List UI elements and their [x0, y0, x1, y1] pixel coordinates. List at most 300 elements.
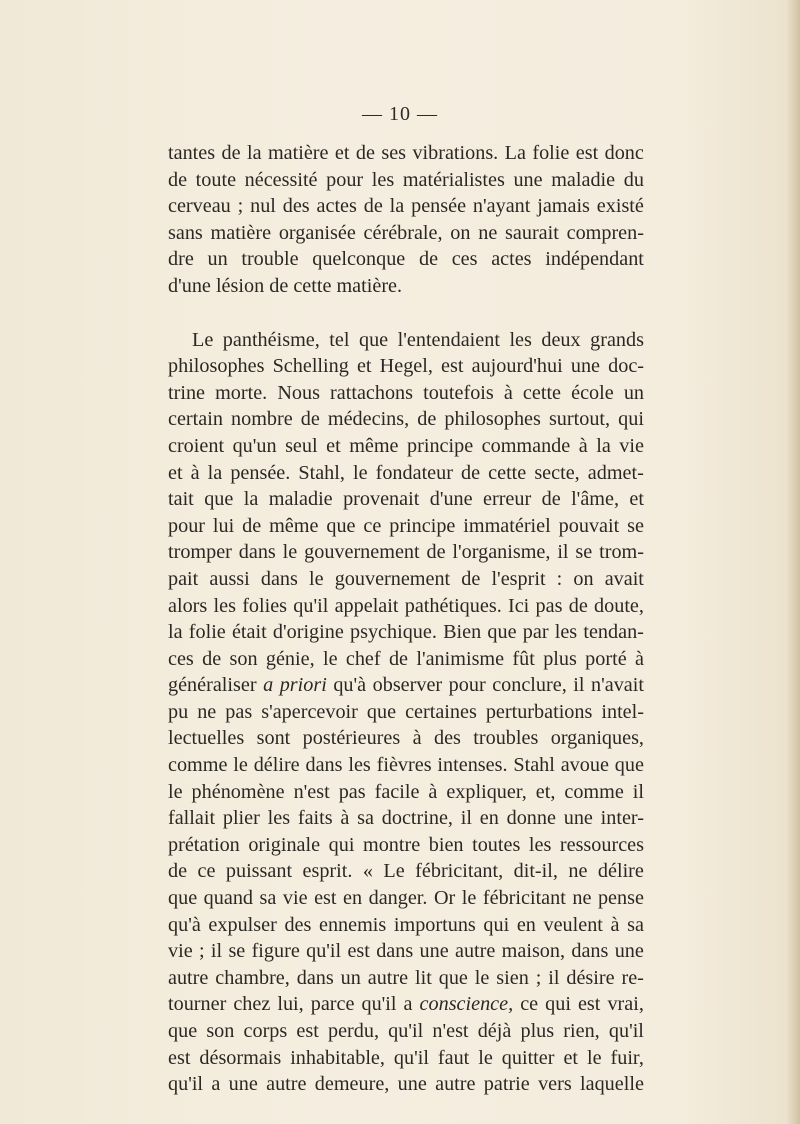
word: croient: [168, 434, 225, 457]
word: conclure,: [492, 674, 567, 697]
word: et: [563, 1046, 579, 1069]
word: une: [513, 168, 543, 191]
word: :: [556, 567, 563, 590]
word: lui,: [277, 993, 304, 1016]
text-line: [168, 832, 644, 859]
word: importuns: [393, 913, 476, 936]
word: commande: [481, 434, 571, 457]
text-line: [168, 991, 644, 1018]
text-line: [168, 965, 644, 992]
word: pour: [168, 514, 206, 537]
word: autre: [455, 940, 496, 963]
text-line: [168, 805, 644, 832]
text-line: [168, 273, 644, 300]
word: comme: [564, 780, 624, 803]
text-line: [168, 699, 644, 726]
word: une: [614, 940, 644, 963]
page-number: — 10 —: [362, 103, 438, 125]
word: ;: [535, 966, 542, 989]
word: ;: [237, 195, 244, 218]
word: en: [343, 887, 363, 910]
text-line: [168, 858, 644, 885]
word: cette: [488, 461, 527, 484]
word: ressources: [559, 833, 644, 856]
word: que: [326, 514, 356, 537]
text-line: [168, 938, 644, 965]
word: la: [389, 195, 405, 218]
word: qu'il: [393, 1046, 429, 1069]
word: trom-: [599, 541, 644, 564]
word: phénomène: [191, 780, 285, 803]
word: immatériel: [463, 514, 551, 537]
word: que: [204, 488, 234, 511]
word: trine: [168, 381, 205, 404]
word: d'une: [168, 274, 216, 297]
word: ne: [197, 700, 217, 723]
word: intenses.: [437, 754, 508, 777]
word: les: [371, 168, 395, 191]
word: pas: [535, 594, 563, 617]
word: déjà: [477, 1020, 512, 1042]
word: qu'à: [168, 913, 201, 936]
word: est: [575, 142, 599, 164]
word: pait: [168, 567, 199, 590]
word: est: [314, 887, 337, 910]
word: surtout,: [548, 408, 611, 431]
word: donc: [604, 142, 644, 164]
word: la: [596, 434, 611, 457]
word: La: [504, 142, 526, 164]
word: de: [388, 647, 409, 670]
word: les: [554, 621, 578, 644]
word: le: [282, 541, 298, 564]
word: cérébrale,: [363, 221, 443, 244]
word: délire: [253, 754, 300, 777]
word: que: [487, 621, 517, 644]
text-line: [168, 672, 644, 699]
word: doctrine,: [381, 807, 453, 830]
word: et: [326, 434, 341, 457]
word: génie,: [265, 647, 315, 670]
word: folie: [188, 621, 226, 644]
word: qui: [618, 408, 644, 431]
word: de: [417, 408, 437, 431]
word: qu'il: [306, 940, 342, 963]
word: actes: [491, 248, 532, 271]
text-line: [168, 327, 644, 354]
word: figure: [251, 940, 300, 963]
word: que: [614, 754, 644, 777]
word: ces: [451, 248, 478, 271]
word: à: [412, 727, 422, 750]
word: fondateur: [375, 461, 453, 484]
word: autre: [435, 1073, 476, 1096]
word: est: [441, 355, 464, 378]
word: il: [557, 541, 569, 564]
word: le: [168, 780, 183, 803]
word: ses: [381, 142, 407, 164]
word: porté: [585, 647, 627, 670]
word: l'animisme: [416, 647, 505, 670]
word: du: [623, 168, 644, 191]
text-line: [168, 539, 644, 566]
word: toute: [195, 168, 237, 191]
word: philosophes: [444, 408, 541, 431]
word: de: [363, 195, 383, 218]
word: deux: [541, 328, 581, 351]
word: un: [340, 966, 361, 989]
word: pas: [225, 700, 253, 723]
word: fuir,: [610, 1046, 644, 1069]
word: fébricitant: [482, 887, 566, 910]
word: par: [522, 621, 549, 644]
word: de: [269, 274, 294, 297]
word: fût: [512, 647, 535, 670]
word: une: [419, 940, 449, 963]
word: à: [610, 913, 620, 936]
word: n'avait: [591, 674, 644, 697]
word: une: [563, 807, 593, 830]
word: pour: [448, 674, 486, 697]
word: observer: [372, 674, 443, 697]
word: inter-: [600, 807, 644, 830]
page-edge-shadow: [786, 0, 800, 1124]
word: organiques,: [550, 727, 644, 750]
word: l'organisme,: [452, 541, 551, 564]
word: qui: [328, 833, 355, 856]
word: Stahl: [513, 754, 555, 777]
text-line: [168, 566, 644, 593]
word: vibrations.: [412, 142, 499, 164]
word: secte,: [534, 461, 580, 484]
word: pathétiques.: [404, 594, 502, 617]
word: avait: [604, 567, 644, 590]
word: que: [168, 887, 198, 910]
word: originale: [248, 833, 321, 856]
word: esprit.: [302, 860, 353, 883]
word: qu'il: [608, 1020, 644, 1042]
word: compren-: [566, 221, 644, 244]
word: n'est: [432, 1020, 469, 1042]
word: de: [221, 142, 241, 164]
text-line: [168, 140, 644, 167]
text-line: [168, 1045, 644, 1072]
word: et: [629, 488, 644, 511]
word: a: [263, 674, 274, 697]
word: pour: [326, 168, 364, 191]
word: que: [366, 700, 397, 723]
word: le: [352, 461, 368, 484]
word: lit: [415, 966, 432, 989]
word: les: [213, 594, 236, 617]
word: principe: [389, 514, 456, 537]
text-line: [168, 752, 644, 779]
word: qu'il: [388, 1020, 424, 1042]
word: montre: [363, 833, 421, 856]
word: même: [269, 514, 319, 537]
word: conscience,: [419, 993, 514, 1016]
word: désire: [566, 966, 615, 989]
word: dans: [238, 541, 276, 564]
word: dans: [296, 966, 334, 989]
word: lui: [212, 514, 235, 537]
word: de: [418, 248, 439, 271]
word: chez: [233, 993, 271, 1016]
word: provenait: [343, 488, 420, 511]
word: rien,: [563, 1020, 600, 1042]
word: ce: [197, 860, 216, 883]
word: gouvernement: [334, 567, 451, 590]
word: délire: [597, 860, 644, 883]
word: comme: [168, 754, 228, 777]
word: généraliser: [168, 674, 257, 697]
word: de: [202, 647, 222, 670]
word: fallait: [168, 807, 216, 830]
word: nul: [250, 195, 276, 218]
word: tourner: [168, 993, 227, 1016]
word: la: [168, 621, 183, 644]
word: Or: [433, 887, 456, 910]
word: sa: [627, 913, 644, 936]
word: les: [267, 807, 291, 830]
word: des: [282, 195, 310, 218]
word: lésion: [215, 274, 270, 297]
word: intel-: [601, 700, 644, 723]
word: Schelling: [272, 355, 349, 378]
word: tromper: [168, 541, 232, 564]
word: d'origine: [272, 621, 344, 644]
word: faits: [297, 807, 333, 830]
word: en: [516, 913, 536, 936]
word: demeure,: [314, 1073, 390, 1096]
word: Ici: [508, 594, 530, 617]
word: qui: [545, 993, 571, 1016]
word: une: [570, 355, 600, 378]
word: organisée: [278, 221, 356, 244]
word: maison,: [501, 940, 566, 963]
body-text: [168, 140, 644, 1098]
word: le: [233, 754, 248, 777]
word: qu'il: [168, 1073, 204, 1096]
word: existé: [596, 195, 644, 218]
word: admet-: [587, 461, 644, 484]
word: jamais: [537, 195, 590, 218]
word: est: [296, 1020, 319, 1042]
text-line: [168, 167, 644, 194]
word: pas: [338, 780, 366, 803]
word: il: [460, 807, 472, 830]
word: chambre,: [215, 966, 290, 989]
word: des: [433, 727, 461, 750]
word: que: [438, 966, 468, 989]
word: saurait: [505, 221, 559, 244]
word: vrai,: [607, 993, 644, 1016]
word: Le: [192, 328, 214, 351]
text-line: [168, 220, 644, 247]
word: qu'il: [293, 594, 329, 617]
word: de: [168, 168, 188, 191]
text-line: [168, 486, 644, 513]
paragraph-2: [168, 327, 644, 1098]
word: danger.: [368, 887, 428, 910]
word: un: [207, 248, 228, 271]
word: le: [461, 887, 477, 910]
word: cerveau: [168, 195, 231, 218]
word: il: [548, 966, 560, 989]
word: Le: [383, 860, 405, 883]
word: pouvait: [558, 514, 620, 537]
word: qu'un: [232, 434, 277, 457]
word: le: [586, 1046, 602, 1069]
text-line: [168, 646, 644, 673]
text-line: [168, 619, 644, 646]
word: gouvernement: [304, 541, 420, 564]
word: l'entendaient: [397, 328, 500, 351]
word: l'esprit: [491, 567, 546, 590]
word: est: [347, 940, 370, 963]
word: seul: [285, 434, 318, 457]
paragraph-gap: [168, 300, 644, 327]
word: quelconque: [312, 248, 406, 271]
word: ces: [168, 647, 194, 670]
text-line: [168, 380, 644, 407]
word: médecins,: [327, 408, 410, 431]
word: la: [246, 142, 262, 164]
word: un: [623, 381, 644, 404]
word: pu: [168, 700, 189, 723]
word: est: [168, 1046, 191, 1069]
word: folie: [532, 142, 570, 164]
word: plus: [520, 1020, 555, 1042]
word: une: [397, 1073, 427, 1096]
text-line: [168, 593, 644, 620]
text-line: [168, 460, 644, 487]
word: de: [426, 541, 446, 564]
text-line: [168, 1071, 644, 1098]
word: alors: [168, 594, 208, 617]
word: quitter: [501, 1046, 555, 1069]
word: doute,: [594, 594, 644, 617]
word: chef: [345, 647, 381, 670]
word: vie: [168, 940, 193, 963]
word: nombre: [231, 408, 293, 431]
word: son: [206, 1020, 235, 1042]
word: le: [322, 647, 338, 670]
word: et: [334, 142, 350, 164]
word: psychique.: [350, 621, 437, 644]
word: priori: [279, 674, 327, 697]
word: les: [509, 328, 532, 351]
word: parce: [310, 993, 355, 1016]
word: fébricitant,: [415, 860, 504, 883]
word: maladie: [551, 168, 616, 191]
word: dans: [376, 940, 414, 963]
word: toutefois: [423, 381, 494, 404]
word: le: [309, 567, 324, 590]
word: de: [242, 514, 262, 537]
word: son: [229, 647, 258, 670]
word: à: [634, 647, 644, 670]
word: ce: [520, 993, 539, 1016]
word: grands: [590, 328, 644, 351]
word: il: [573, 674, 585, 697]
word: aussi: [209, 567, 250, 590]
word: tait: [168, 488, 194, 511]
word: autre: [168, 966, 209, 989]
word: indépendant: [545, 248, 644, 271]
word: re-: [621, 966, 644, 989]
word: plus: [543, 647, 577, 670]
text-line: [168, 725, 644, 752]
word: Stahl,: [298, 461, 345, 484]
word: se: [627, 514, 644, 537]
word: à: [428, 780, 438, 803]
word: matière.: [336, 274, 403, 297]
word: que: [168, 1020, 198, 1042]
word: de: [461, 461, 481, 484]
word: certain: [168, 408, 223, 431]
word: de: [300, 408, 320, 431]
word: faut: [437, 1046, 470, 1069]
word: en: [479, 807, 499, 830]
word: on: [450, 221, 471, 244]
word: n'est: [293, 780, 330, 803]
word: autre: [367, 966, 409, 989]
word: des: [284, 913, 312, 936]
word: le: [474, 966, 490, 989]
word: tendan-: [583, 621, 644, 644]
word: postérieures: [302, 727, 401, 750]
word: plier: [222, 807, 260, 830]
word: a: [211, 1073, 221, 1096]
word: ;: [198, 940, 205, 963]
word: que: [358, 328, 389, 351]
word: à: [190, 461, 200, 484]
text-line: [168, 406, 644, 433]
word: trouble: [241, 248, 299, 271]
word: le: [478, 1046, 493, 1069]
word: bien: [428, 833, 464, 856]
word: Hegel,: [379, 355, 433, 378]
word: à: [340, 807, 350, 830]
word: quand: [203, 887, 254, 910]
word: même: [349, 434, 399, 457]
text-line: [168, 246, 644, 273]
text-line: [168, 779, 644, 806]
word: philosophes: [168, 355, 265, 378]
word: ne: [478, 221, 498, 244]
word: de: [461, 567, 481, 590]
word: tantes: [168, 142, 216, 164]
word: inhabitable,: [290, 1046, 385, 1069]
word: erreur: [483, 488, 532, 511]
word: sa: [357, 807, 374, 830]
word: ne: [572, 887, 592, 910]
word: sont: [256, 727, 291, 750]
word: matière: [210, 221, 272, 244]
word: matière: [267, 142, 329, 164]
word: rattachons: [330, 381, 414, 404]
word: la: [207, 461, 223, 484]
word: nécessité: [244, 168, 318, 191]
word: se: [575, 541, 593, 564]
word: dans: [305, 754, 343, 777]
word: toutes: [472, 833, 521, 856]
word: vie: [282, 887, 308, 910]
word: sans: [168, 221, 203, 244]
word: s'apercevoir: [261, 700, 358, 723]
word: veulent: [543, 913, 603, 936]
